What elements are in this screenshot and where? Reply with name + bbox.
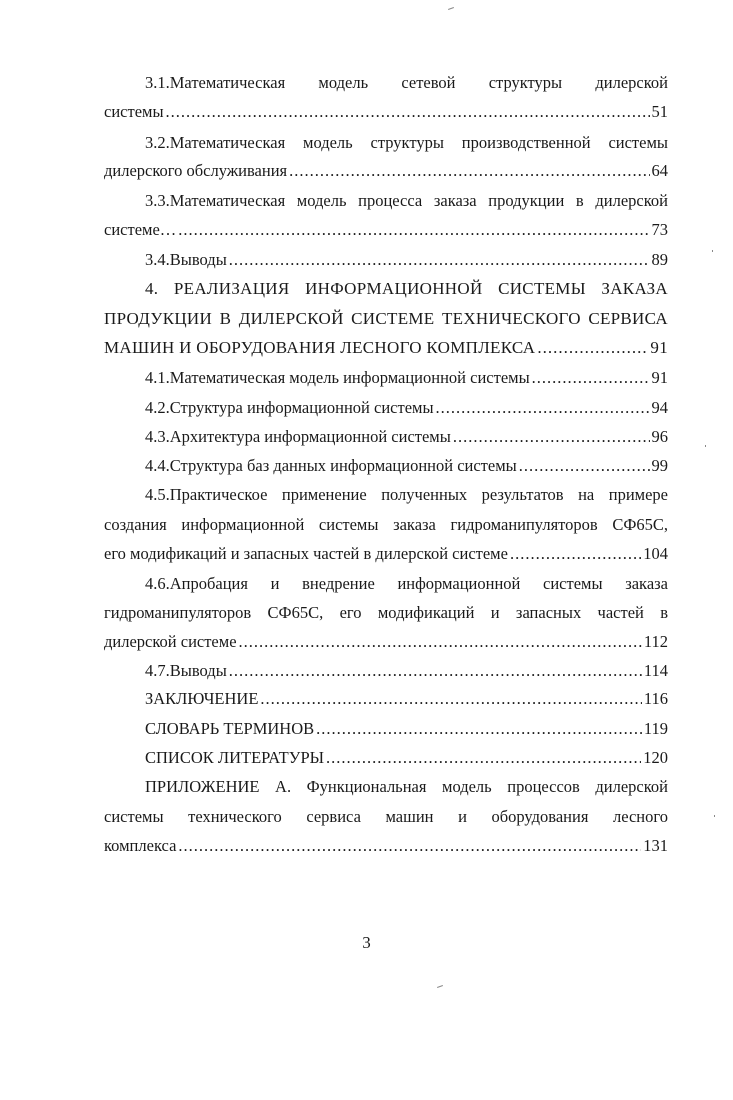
toc-entry-4-6-line1 [145, 571, 668, 597]
toc-entry-text: 4.2.Структура информационной системы [145, 398, 434, 417]
scan-speck [705, 445, 706, 447]
toc-entry-text: системе… [104, 220, 177, 239]
dot-leader [436, 395, 650, 421]
toc-entry-appendix-a-line3 [104, 833, 668, 859]
dot-leader [178, 217, 649, 243]
toc-entry-text: создания информационной системы заказа гидроманипуляторов СФ65С, [104, 515, 668, 534]
toc-page-number: 120 [643, 748, 668, 767]
toc-entry-text: дилерской системе [104, 632, 237, 651]
toc-entry-conclusion [145, 686, 668, 712]
toc-entry-text: системы технического сервиса машин и оборудования лесного [104, 807, 668, 826]
dot-leader [178, 833, 641, 859]
toc-entry-text: СЛОВАРЬ ТЕРМИНОВ [145, 719, 315, 738]
toc-entry-text: 4. РЕАЛИЗАЦИЯ ИНФОРМАЦИОННОЙ СИСТЕМЫ ЗАКАЗА [145, 279, 668, 298]
toc-page-number: 112 [643, 632, 668, 651]
toc-page-number: 73 [651, 220, 668, 239]
toc-page-number: 104 [643, 544, 668, 563]
toc-entry-3-3-line2 [104, 217, 668, 243]
toc-page-number: 119 [643, 719, 668, 738]
toc-entry-text: гидроманипуляторов СФ65С, его модификаций и запасных частей в [104, 603, 668, 622]
dot-leader [453, 424, 650, 450]
toc-entry-4-1 [145, 365, 668, 391]
toc-page-number: 91 [650, 338, 668, 357]
toc-entry-text: 4.3.Архитектура информационной системы [145, 427, 451, 446]
toc-page-number: 114 [643, 661, 668, 680]
toc-entry-text: 4.6.Апробация и внедрение информационной системы заказа [145, 574, 668, 593]
toc-entry-4-5-line3 [104, 541, 668, 567]
toc-page-number: 91 [651, 368, 668, 387]
toc-chapter-4-line1 [145, 276, 668, 302]
toc-page-number: 51 [651, 102, 668, 121]
toc-entry-text: СПИСОК ЛИТЕРАТУРЫ [145, 748, 325, 767]
toc-entry-4-5-line1 [145, 482, 668, 508]
dot-leader [316, 716, 642, 742]
dot-leader [510, 541, 641, 567]
toc-entry-text: системы [104, 102, 164, 121]
toc-entry-text: 4.7.Выводы [145, 661, 227, 680]
toc-entry-text: ЗАКЛЮЧЕНИЕ [145, 689, 259, 708]
toc-page-number: 116 [643, 689, 668, 708]
toc-entry-3-3-line1 [145, 188, 668, 214]
dot-leader [229, 247, 650, 273]
toc-entry-4-6-line3 [104, 629, 668, 655]
toc-entry-4-6-line2 [104, 600, 668, 626]
toc-page-number: 99 [651, 456, 668, 475]
dot-leader [229, 658, 642, 684]
toc-chapter-4-line2 [104, 306, 668, 332]
toc-entry-text: ПРИЛОЖЕНИЕ А. Функциональная модель процессов дилерской [145, 777, 668, 796]
toc-entry-4-2 [145, 395, 668, 421]
toc-entry-text: ПРОДУКЦИИ В ДИЛЕРСКОЙ СИСТЕМЕ ТЕХНИЧЕСКОГО СЕРВИСА [104, 309, 668, 328]
toc-entry-4-7 [145, 658, 668, 684]
toc-entry-text: 4.5.Практическое применение полученных результатов на примере [145, 485, 668, 504]
toc-entry-appendix-a-line2 [104, 804, 668, 830]
dot-leader [239, 629, 642, 655]
toc-entry-text: 3.3.Математическая модель процесса заказа продукции в дилерской [145, 191, 668, 210]
toc-entry-text: его модификаций и запасных частей в дилерской системе [104, 544, 508, 563]
dot-leader [326, 745, 641, 771]
toc-page-number: 64 [651, 161, 668, 180]
toc-entry-text: МАШИН И ОБОРУДОВАНИЯ ЛЕСНОГО КОМПЛЕКСА [104, 338, 536, 357]
toc-entry-3-1-line1 [145, 70, 668, 96]
scan-speck [712, 250, 713, 252]
toc-entry-text: комплекса [104, 836, 177, 855]
toc-entry-3-4 [145, 247, 668, 273]
dot-leader [289, 158, 649, 184]
dot-leader [260, 686, 641, 712]
toc-entry-text: 3.2.Математическая модель структуры производственной системы [145, 133, 668, 152]
toc-entry-appendix-a-line1 [145, 774, 668, 800]
toc-entry-references [145, 745, 668, 771]
toc-page-number: 96 [651, 427, 668, 446]
toc-entry-3-2-line2 [104, 158, 668, 184]
toc-entry-text: 3.4.Выводы [145, 250, 227, 269]
dot-leader [537, 335, 648, 361]
toc-entry-3-1-line2 [104, 99, 668, 125]
dot-leader [166, 99, 650, 125]
page-number: 3 [362, 933, 371, 952]
toc-entry-text: 4.1.Математическая модель информационной системы [145, 368, 530, 387]
toc-entry-4-4 [145, 453, 668, 479]
toc-entry-text: дилерского обслуживания [104, 161, 288, 180]
dot-leader [519, 453, 650, 479]
dot-leader [532, 365, 650, 391]
toc-entry-3-2-line1 [145, 130, 668, 156]
toc-page-number: 89 [651, 250, 668, 269]
toc-entry-4-5-line2 [104, 512, 668, 538]
toc-entry-4-3 [145, 424, 668, 450]
toc-entry-text: 4.4.Структура баз данных информационной системы [145, 456, 517, 475]
scan-speck [714, 815, 715, 817]
toc-page-number: 131 [643, 836, 668, 855]
toc-entry-text: 3.1.Математическая модель сетевой структуры дилерской [145, 73, 668, 92]
toc-chapter-4-line3 [104, 335, 668, 361]
toc-page-number: 94 [651, 398, 668, 417]
toc-entry-glossary [145, 716, 668, 742]
